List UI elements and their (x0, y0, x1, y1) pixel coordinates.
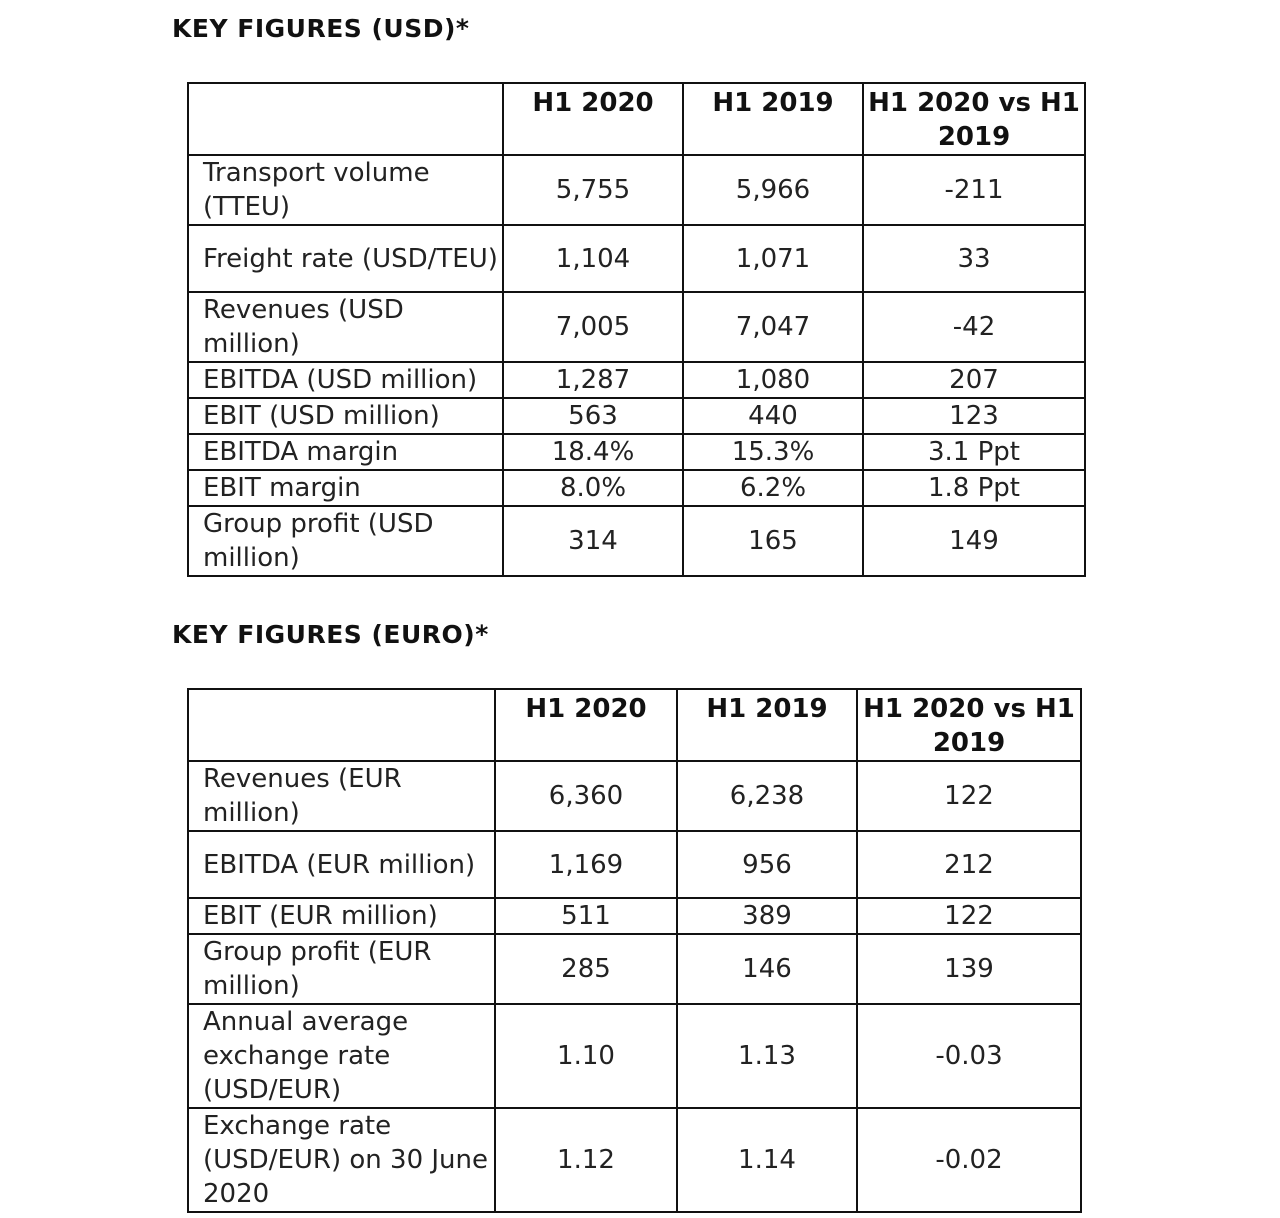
table-row (188, 898, 1081, 934)
usd-key-figures-table (187, 82, 1086, 577)
row-label: EBITDA margin (188, 434, 503, 470)
cell-h1-2019: 146 (677, 934, 857, 1004)
row-label: Group profit (EUR million) (188, 934, 495, 1004)
cell-h1-2020: 511 (495, 898, 677, 934)
row-label: Group profit (USD million) (188, 506, 503, 576)
cell-change: 123 (863, 398, 1085, 434)
usd-section-title: KEY FIGURES (USD)* (172, 14, 470, 43)
cell-h1-2020: 1.12 (495, 1108, 677, 1212)
cell-h1-2019: 956 (677, 831, 857, 898)
table-row (188, 506, 1085, 576)
table-row (188, 225, 1085, 292)
cell-h1-2019: 5,966 (683, 155, 863, 225)
header-cell-label (188, 689, 495, 761)
cell-h1-2019: 1,080 (683, 362, 863, 398)
cell-h1-2019: 7,047 (683, 292, 863, 362)
header-cell-change: H1 2020 vs H1 2019 (863, 83, 1085, 155)
cell-h1-2020: 563 (503, 398, 683, 434)
cell-change: 207 (863, 362, 1085, 398)
cell-h1-2019: 1.13 (677, 1004, 857, 1108)
cell-h1-2019: 1,071 (683, 225, 863, 292)
cell-h1-2020: 314 (503, 506, 683, 576)
table-row (188, 934, 1081, 1004)
header-cell-h1-2019: H1 2019 (683, 83, 863, 155)
cell-h1-2019: 6,238 (677, 761, 857, 831)
table-row (188, 831, 1081, 898)
cell-h1-2019: 6.2% (683, 470, 863, 506)
header-cell-h1-2019: H1 2019 (677, 689, 857, 761)
header-cell-change: H1 2020 vs H1 2019 (857, 689, 1081, 761)
cell-h1-2019: 440 (683, 398, 863, 434)
header-cell-label (188, 83, 503, 155)
row-label: Revenues (EUR million) (188, 761, 495, 831)
cell-h1-2019: 389 (677, 898, 857, 934)
table-row (188, 470, 1085, 506)
cell-change: -42 (863, 292, 1085, 362)
row-label: EBITDA (EUR million) (188, 831, 495, 898)
row-label: Exchange rate (USD/EUR) on 30 June 2020 (188, 1108, 495, 1212)
cell-change: 149 (863, 506, 1085, 576)
cell-h1-2020: 5,755 (503, 155, 683, 225)
table-row (188, 1004, 1081, 1108)
table-row (188, 1108, 1081, 1212)
table-header-row (188, 689, 1081, 761)
table-row (188, 761, 1081, 831)
row-label: Revenues (USD million) (188, 292, 503, 362)
eur-section-title: KEY FIGURES (EURO)* (172, 620, 489, 649)
row-label: EBITDA (USD million) (188, 362, 503, 398)
cell-change: -0.03 (857, 1004, 1081, 1108)
cell-h1-2020: 8.0% (503, 470, 683, 506)
row-label: EBIT margin (188, 470, 503, 506)
cell-change: 139 (857, 934, 1081, 1004)
table-row (188, 362, 1085, 398)
table-row (188, 398, 1085, 434)
cell-h1-2020: 285 (495, 934, 677, 1004)
cell-change: 33 (863, 225, 1085, 292)
cell-h1-2020: 6,360 (495, 761, 677, 831)
table-header-row (188, 83, 1085, 155)
cell-change: -211 (863, 155, 1085, 225)
row-label: Freight rate (USD/TEU) (188, 225, 503, 292)
cell-h1-2019: 165 (683, 506, 863, 576)
row-label: Annual average exchange rate (USD/EUR) (188, 1004, 495, 1108)
header-cell-h1-2020: H1 2020 (503, 83, 683, 155)
cell-h1-2019: 1.14 (677, 1108, 857, 1212)
cell-h1-2020: 1,104 (503, 225, 683, 292)
row-label: Transport volume (TTEU) (188, 155, 503, 225)
eur-key-figures-table (187, 688, 1082, 1213)
cell-change: 1.8 Ppt (863, 470, 1085, 506)
cell-change: -0.02 (857, 1108, 1081, 1212)
cell-change: 122 (857, 898, 1081, 934)
row-label: EBIT (USD million) (188, 398, 503, 434)
table-row (188, 434, 1085, 470)
cell-h1-2020: 1,169 (495, 831, 677, 898)
cell-change: 3.1 Ppt (863, 434, 1085, 470)
cell-h1-2020: 7,005 (503, 292, 683, 362)
header-cell-h1-2020: H1 2020 (495, 689, 677, 761)
table-row (188, 155, 1085, 225)
cell-h1-2020: 18.4% (503, 434, 683, 470)
cell-h1-2020: 1,287 (503, 362, 683, 398)
table-row (188, 292, 1085, 362)
row-label: EBIT (EUR million) (188, 898, 495, 934)
cell-change: 122 (857, 761, 1081, 831)
cell-change: 212 (857, 831, 1081, 898)
cell-h1-2019: 15.3% (683, 434, 863, 470)
cell-h1-2020: 1.10 (495, 1004, 677, 1108)
